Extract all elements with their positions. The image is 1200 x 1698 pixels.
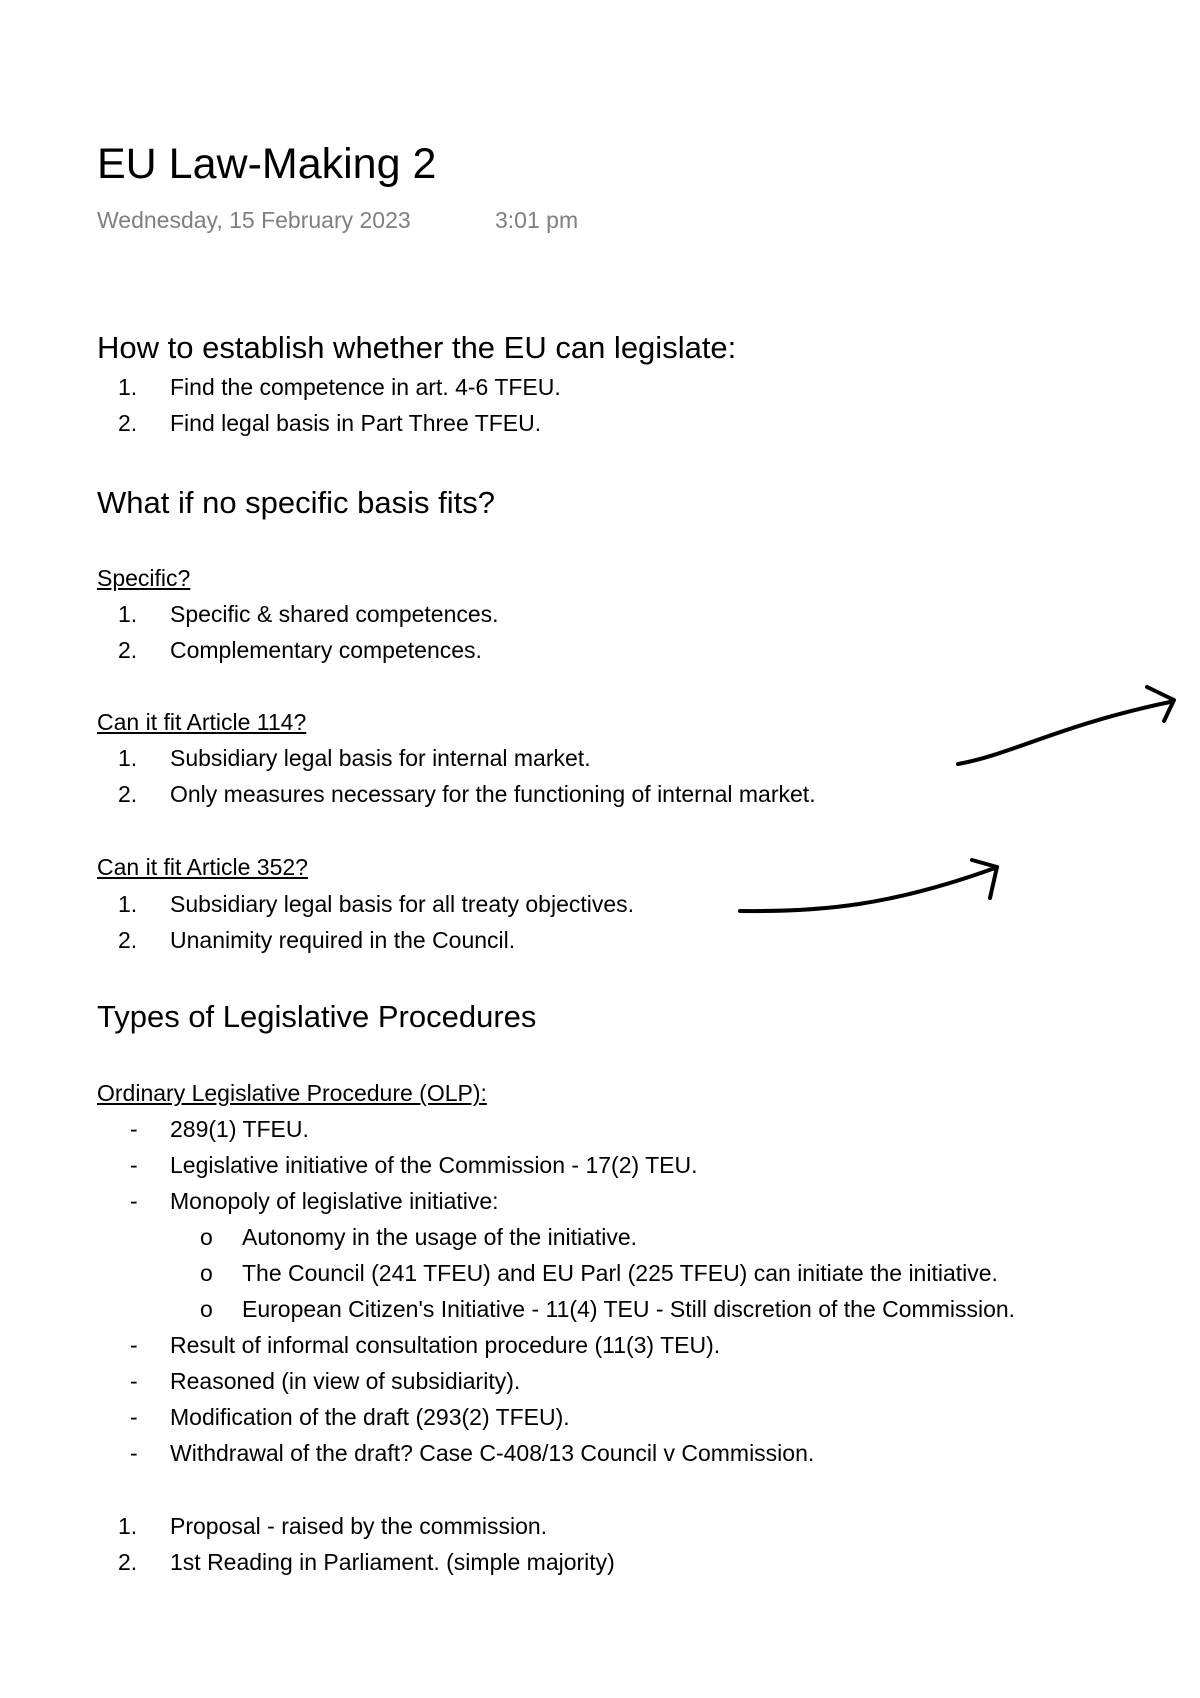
bullet-text: Legislative initiative of the Commission - 17(2) TEU. [170, 1152, 698, 1178]
bullet-text: Result of informal consultation procedure (11(3) TEU). [170, 1332, 721, 1358]
list-marker: 2. [118, 1549, 138, 1575]
list-item-text: Unanimity required in the Council. [170, 927, 516, 953]
ink-arrow-icon [740, 868, 995, 911]
page-title: EU Law-Making 2 [97, 140, 437, 188]
subheading-olp: Ordinary Legislative Procedure (OLP): [97, 1080, 487, 1106]
bullet-text: 289(1) TFEU. [170, 1116, 309, 1142]
bullet-marker: - [130, 1332, 138, 1358]
bullet-marker: - [130, 1188, 138, 1214]
bullet-text: Modification of the draft (293(2) TFEU). [170, 1404, 570, 1430]
bullet-text: Withdrawal of the draft? Case C-408/13 Council v Commission. [170, 1440, 815, 1466]
ink-arrowhead-icon [972, 860, 997, 898]
list-item-text: 1st Reading in Parliament. (simple majority) [170, 1549, 615, 1575]
heading-no-basis: What if no specific basis fits? [97, 485, 495, 520]
subheading-specific: Specific? [97, 565, 191, 591]
list-marker: 2. [118, 781, 138, 807]
sub-bullet-text: European Citizen's Initiative - 11(4) TEU - Still discretion of the Commission. [242, 1296, 1016, 1322]
list-marker: 1. [118, 601, 138, 627]
list-item-text: Specific & shared competences. [170, 601, 499, 627]
list-item-text: Complementary competences. [170, 637, 482, 663]
list-item-text: Find legal basis in Part Three TFEU. [170, 410, 542, 436]
sub-bullet-marker: o [200, 1224, 213, 1250]
ink-arrowhead-icon [1147, 687, 1174, 721]
page-date: Wednesday, 15 February 2023 [97, 207, 411, 233]
list-marker: 2. [118, 927, 138, 953]
sub-bullet-text: Autonomy in the usage of the initiative. [242, 1224, 638, 1250]
heading-types: Types of Legislative Procedures [97, 999, 537, 1034]
sub-bullet-marker: o [200, 1260, 213, 1286]
bullet-marker: - [130, 1368, 138, 1394]
heading-establish: How to establish whether the EU can legislate: [97, 330, 737, 365]
bullet-marker: - [130, 1152, 138, 1178]
list-item-text: Subsidiary legal basis for internal market. [170, 745, 591, 771]
bullet-text: Reasoned (in view of subsidiarity). [170, 1368, 521, 1394]
list-marker: 1. [118, 745, 138, 771]
subheading-article-352: Can it fit Article 352? [97, 854, 308, 880]
list-marker: 1. [118, 374, 138, 400]
bullet-marker: - [130, 1404, 138, 1430]
list-marker: 1. [118, 891, 138, 917]
list-marker: 1. [118, 1513, 138, 1539]
list-item-text: Only measures necessary for the functioning of internal market. [170, 781, 816, 807]
subheading-article-114: Can it fit Article 114? [97, 709, 307, 735]
list-item-text: Subsidiary legal basis for all treaty objectives. [170, 891, 635, 917]
sub-bullet-marker: o [200, 1296, 213, 1322]
list-item-text: Proposal - raised by the commission. [170, 1513, 548, 1539]
list-item-text: Find the competence in art. 4-6 TFEU. [170, 374, 561, 400]
bullet-text: Monopoly of legislative initiative: [170, 1188, 499, 1214]
page-time: 3:01 pm [495, 207, 579, 233]
sub-bullet-text: The Council (241 TFEU) and EU Parl (225 TFEU) can initiate the initiative. [242, 1260, 998, 1286]
bullet-marker: - [130, 1440, 138, 1466]
page-datetime [97, 205, 579, 235]
ink-arrow-icon [958, 702, 1170, 764]
bullet-marker: - [130, 1116, 138, 1142]
list-marker: 2. [118, 637, 138, 663]
list-marker: 2. [118, 410, 138, 436]
